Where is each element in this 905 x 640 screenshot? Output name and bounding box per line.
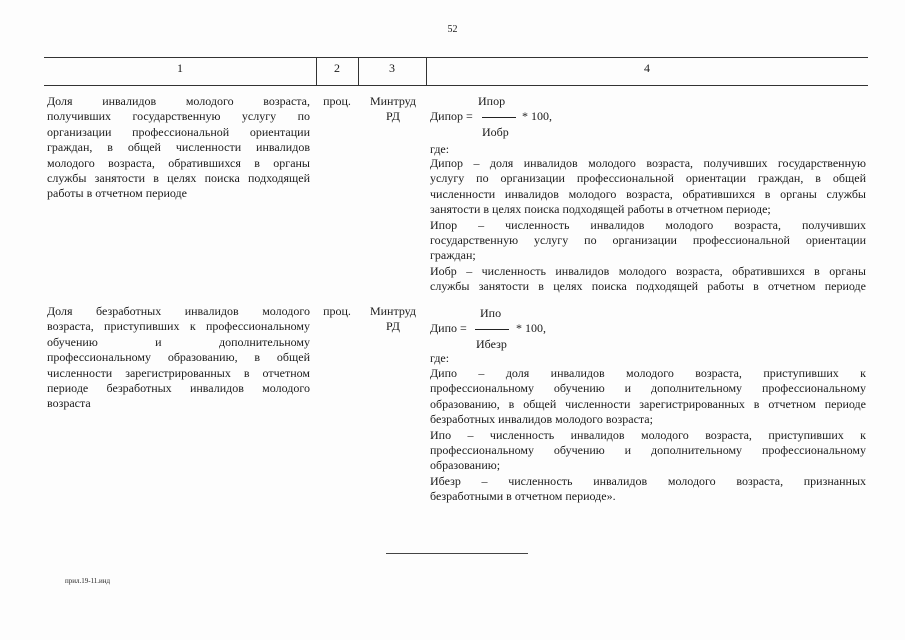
source-line: РД: [386, 319, 400, 334]
footer-file-note: прил.19-11.инд: [65, 577, 111, 585]
formula-denominator: Ибезр: [476, 337, 507, 351]
text-line: безработных инвалидов молодого возраста;: [430, 412, 653, 427]
header-col-2: 2: [334, 61, 340, 75]
row-1-formula: [430, 94, 630, 142]
text-line: профессиональному образованию, в общей: [47, 350, 310, 365]
formula-lhs: Дипор =: [430, 109, 473, 123]
header-col-3: 3: [389, 61, 395, 75]
text-line: образованию, в общей численности зарегистрированных в отчетном периоде: [430, 396, 866, 411]
text-line: Ипо – численность инвалидов молодого возраста, приступивших к: [430, 427, 866, 442]
text-line: образованию;: [430, 458, 501, 473]
row-2-indicator: [47, 304, 310, 412]
text-line: численности зарегистрированных в отчетном: [47, 365, 310, 380]
text-line: организации профессиональной ориентации: [47, 124, 310, 139]
header-bottom-border: [44, 85, 868, 86]
page-number: 52: [447, 24, 458, 35]
text-line: занятости в целях поиска подходящей работы в отчетном периоде;: [430, 202, 771, 217]
text-line: граждан, в общей численности инвалидов: [47, 140, 310, 155]
formula-numerator: Ипо: [480, 306, 502, 320]
row-1-where: где:: [430, 142, 450, 156]
fraction-bar: [482, 117, 516, 118]
text-line: профессиональному обучению и дополнительному профессиональному: [430, 381, 866, 396]
row-2-explanation: [430, 366, 866, 505]
text-line: Дипо – доля инвалидов молодого возраста, приступивших к: [430, 366, 866, 380]
text-line: Ибезр – численность инвалидов молодого возраста, признанных: [430, 473, 866, 488]
formula-lhs: Дипо =: [430, 321, 467, 335]
text-line: возраста, приступивших к профессиональному: [47, 319, 310, 334]
row-1-unit: проц.: [323, 94, 351, 108]
text-line: службы занятости в целях поиска подходящей работы в отчетном периоде: [430, 279, 866, 294]
formula-denominator: Иобр: [482, 125, 509, 139]
text-line: безработными в отчетном периоде».: [430, 489, 616, 504]
formula-numerator: Ипор: [478, 94, 506, 108]
text-line: службы занятости в целях поиска подходящей: [47, 171, 310, 186]
text-line: Доля безработных инвалидов молодого: [47, 304, 310, 318]
header-col-4: 4: [644, 61, 650, 75]
text-line: работы в отчетном периоде: [47, 186, 187, 201]
text-line: услугу по организации профессиональной ориентации граждан, в общей: [430, 171, 866, 186]
text-line: периоде безработных инвалидов молодого: [47, 381, 310, 396]
row-2-source: [360, 304, 426, 335]
text-line: обучению и дополнительному: [47, 334, 310, 349]
source-line: Минтруд: [369, 94, 417, 108]
text-line: профессиональному обучению и дополнительному профессиональному: [430, 443, 866, 458]
row-1-explanation: [430, 156, 866, 295]
text-line: молодого возраста, обратившихся в органы: [47, 155, 310, 170]
source-line: РД: [386, 109, 400, 124]
row-2-formula: [430, 306, 630, 352]
text-line: государственную услугу по организации профессиональной ориентации: [430, 233, 866, 248]
text-line: Ипор – численность инвалидов молодого возраста, получивших: [430, 217, 866, 232]
formula-tail: * 100,: [516, 321, 546, 335]
formula-tail: * 100,: [522, 109, 552, 123]
row-2-unit: проц.: [323, 304, 351, 318]
row-1-indicator: [47, 94, 310, 202]
text-line: граждан;: [430, 248, 476, 263]
fraction-bar: [475, 329, 509, 330]
text-line: получивших государственную услугу по: [47, 109, 310, 124]
text-line: Дипор – доля инвалидов молодого возраста, получивших государственную: [430, 156, 866, 170]
header-col-1: 1: [177, 61, 183, 75]
table-top-border: [44, 57, 868, 58]
row-1-source: [360, 94, 426, 125]
text-line: численности инвалидов молодого возраста, обратившихся в органы службы: [430, 186, 866, 201]
source-line: Минтруд: [369, 304, 417, 318]
end-separator-line: [386, 553, 528, 554]
row-2-where: где:: [430, 351, 450, 365]
text-line: Иобр – численность инвалидов молодого возраста, обратившихся в органы: [430, 263, 866, 278]
text-line: возраста: [47, 396, 91, 411]
text-line: Доля инвалидов молодого возраста,: [47, 94, 310, 108]
